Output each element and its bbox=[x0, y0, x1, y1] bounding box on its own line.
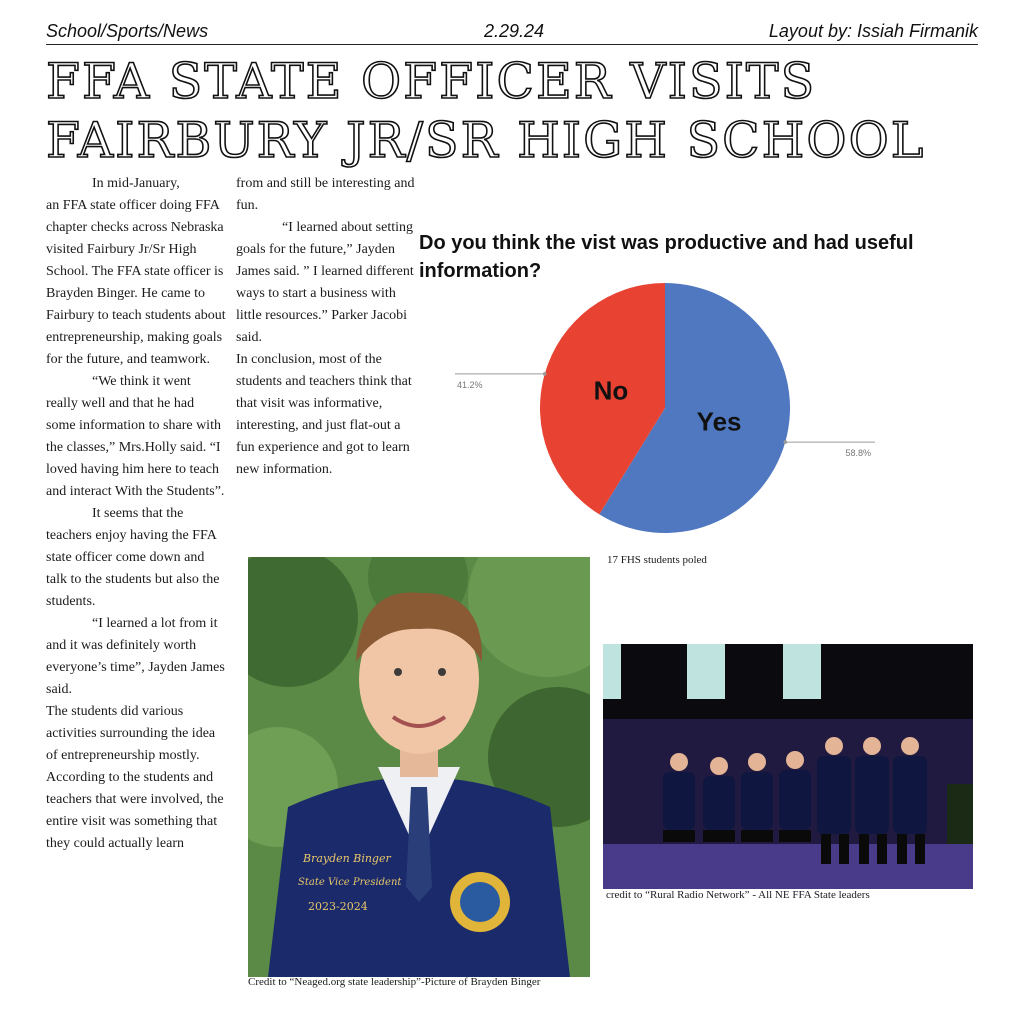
paragraph: “I learned about setting goals for the future,” Jayden James said. ” I learned different ways to start a business with little resources.” Parker Jacobi said. bbox=[236, 220, 414, 345]
paragraph: from and still be interesting and fun. bbox=[236, 176, 415, 213]
portrait-caption: Credit to “Neaged.org state leadership”-Picture of Brayden Binger bbox=[248, 976, 541, 988]
paragraph: It seems that the teachers enjoy having the FFA state officer come down and talk to the students but also the students. bbox=[46, 506, 220, 609]
pie-label-yes: Yes bbox=[696, 406, 742, 437]
article-column-1 bbox=[46, 173, 226, 855]
jacket-year: 2023-2024 bbox=[308, 900, 368, 913]
paragraph: The students did various activities surrounding the idea of entrepreneurship mostly. According to the students and teachers that were involved, the entire visit was something that they could actually learn bbox=[46, 704, 224, 851]
paragraph: “We think it went really well and that he had some information to share with the classes,” Mrs.Holly said. “I loved having him here to teach and interact With the Students”. bbox=[46, 374, 225, 499]
chart-title: Do you think the vist was productive and had useful information? bbox=[419, 232, 914, 282]
chart-note: 17 FHS students poled bbox=[607, 554, 707, 566]
pie-chart bbox=[440, 282, 900, 552]
paragraph: an FFA state officer doing FFA chapter checks across Nebraska visited Fairbury Jr/Sr High School. The FFA state officer is Brayden Binger. He came to Fairbury to teach students about entrepreneurship, making goals for the future, and teamwork. bbox=[46, 198, 226, 367]
section-label: School/Sports/News bbox=[46, 21, 209, 41]
pie-leader-dot-no bbox=[543, 372, 547, 376]
layout-credit: Layout by: Issiah Firmanik bbox=[768, 21, 978, 41]
page-title bbox=[46, 52, 986, 170]
jacket-name: Brayden Binger bbox=[303, 852, 391, 865]
paragraph: In mid-January, bbox=[92, 176, 180, 191]
jacket-title: State Vice President bbox=[298, 877, 402, 888]
pie-value-no: 41.2% bbox=[457, 379, 483, 390]
issue-date: 2.29.24 bbox=[484, 21, 545, 41]
portrait-photo bbox=[248, 557, 590, 977]
paragraph: “I learned a lot from it and it was definitely worth everyone’s time”, Jayden James said. bbox=[46, 616, 225, 697]
page-header bbox=[46, 18, 978, 45]
article-column-2 bbox=[236, 173, 416, 481]
pie-label-no: No bbox=[593, 375, 629, 406]
headline-line-1: FFA STATE OFFICER VISITS bbox=[46, 53, 817, 110]
headline-line-2: FAIRBURY JR/SR HIGH SCHOOL bbox=[46, 112, 926, 169]
pie-leader-dot-yes bbox=[784, 440, 788, 444]
group-caption: credit to “Rural Radio Network” - All NE FFA State leaders bbox=[606, 889, 870, 901]
pie-value-yes: 58.8% bbox=[845, 448, 871, 459]
paragraph: In conclusion, most of the students and teachers think that that visit was informative, interesting, and just flat-out a fun experience and got to learn new information. bbox=[236, 352, 412, 477]
group-photo bbox=[603, 644, 973, 889]
